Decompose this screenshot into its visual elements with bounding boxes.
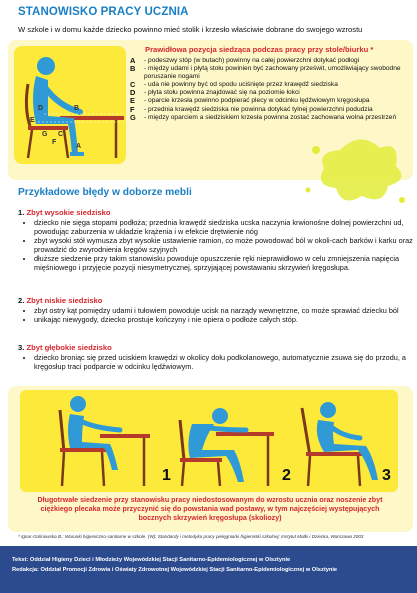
- list-item: • dziecko broniąc się przed uciskiem krawędzi w okolicy dołu podkolanowego, automatycznie zsuwa się do przodu, a kręgosłup traci podparcie w odcinku lędźwiowym.: [34, 353, 413, 371]
- list-item: • zbyt ostry kąt pomiędzy udami i tułowiem powoduje ucisk na narządy wewnętrzne, co może sprawiać dziecku ból: [34, 306, 413, 315]
- figure-number-2: 2: [282, 467, 291, 484]
- paint-splash-decoration: [300, 130, 410, 210]
- figure-label-e: E: [30, 117, 35, 124]
- figure-label-c: C: [58, 131, 64, 138]
- errors-title: Przykładowe błędy w doborze mebli: [18, 187, 192, 198]
- list-item: B - między udami i płytą stołu powinien być zachowany prześwit, umożliwiający swobodne poruszanie nogami: [130, 64, 401, 81]
- list-item: G - między oparciem a siedziskiem krzesła powinna zostać zachowana wolna przestrzeń: [130, 112, 397, 122]
- figure-label-g: G: [42, 131, 48, 138]
- list-item: • dziecko nie sięga stopami podłoża; przednia krawędź siedziska ucska naczynia krwionośne dolnej powierzchni ud, powodując zaburzenia w układzie krążenia i w efekcie drętwienie nóg: [34, 218, 413, 236]
- list-item: D - płyta stołu powinna znajdować się na poziomie łokci: [130, 88, 300, 98]
- error-section-1: 1. Zbyt wysokie siedzisko • dziecko nie sięga stopami podłoża; przednia krawędź siedziska ucska naczynia krwionośne dolnej powierzchni ud, powodując zaburzenia w układzie krążenia i w efekcie drętwienie nóg • zbyt wysoki stół wymusza zbyt wysokie ustawienie ramion, co może powodować ból w okoli-cach barków i karku oraz prowadzić do zwyrodnienia kręgów szyjnych • dłuższe siedzenie przy takim stanowisku powoduje opuszczenie ręki nieprawidłowo w celu zmniejszenia napięcia mięśniowego i przyjęcie pozycji niesymetrycznej, sprzyjającej powstawaniu skrzywień kręgosłupa.: [18, 208, 413, 272]
- page-title: STANOWISKO PRACY UCZNIA: [18, 6, 189, 18]
- figure-number-1: 1: [162, 467, 171, 484]
- error-heading: Zbyt wysokie siedzisko: [26, 208, 111, 217]
- error-heading: Zbyt głębokie siedzisko: [26, 343, 112, 352]
- error-heading: Zbyt niskie siedzisko: [26, 296, 103, 305]
- list-item: • zbyt wysoki stół wymusza zbyt wysokie ustawienie ramion, co może powodować ból w okoli-cach barków i karku oraz prowadzić do zwyrodnienia kręgów szyjnych: [34, 236, 413, 254]
- figure-label-f: F: [52, 139, 57, 146]
- figure-label-d: D: [38, 105, 44, 112]
- correct-posture-heading: Prawidłowa pozycja siedząca podczas pracy przy stole/biurku *: [145, 45, 374, 54]
- footer-text-credit: Tekst: Oddział Higieny Dzieci i Młodzieży Wojewódzkiej Stacji Sanitarno-Epidemiologicznej w Olsztynie: [12, 557, 291, 563]
- correct-posture-list: [130, 57, 410, 122]
- error-section-3: 3. Zbyt głębokie siedzisko • dziecko broniąc się przed uciskiem krawędzi w okolicy dołu podkolanowego, automatycznie zsuwa się do przodu, a kręgosłup traci podparcie w odcinku lędźwiowym.: [18, 343, 413, 371]
- footer: [0, 546, 417, 593]
- intro-text: W szkole i w domu każde dziecko powinno mieć stolik i krzesło właściwie dobrane do swojego wzrostu: [18, 25, 363, 34]
- list-item: C - uda nie powinny być od spodu uciśnięte przez krawędź siedziska: [130, 80, 338, 90]
- list-item: E - oparcie krzesła powinno podpierać plecy w odcinku lędźwiowym kręgosłupa: [130, 96, 370, 106]
- list-item: • unikając niewygody, dziecko prostuje kończyny i nie opiera o podłoże całych stóp.: [34, 315, 413, 324]
- list-item: • dłuższe siedzenie przy takim stanowisku powoduje opuszczenie ręki nieprawidłowo w celu zmniejszenia napięcia mięśniowego i przyjęcie pozycji niesymetrycznej, sprzyjającej powstawaniu skrzywień kręgosłupa.: [34, 254, 413, 272]
- figure-label-a: A: [76, 143, 82, 150]
- error-section-2: 2. Zbyt niskie siedzisko • zbyt ostry kąt pomiędzy udami i tułowiem powoduje ucisk na narządy wewnętrzne, co może sprawiać dziecku ból • unikając niewygody, dziecko prostuje kończyny i nie opiera o podłoże całych stóp.: [18, 296, 413, 324]
- correct-posture-illustration: [14, 46, 126, 164]
- footer-editor-credit: Redakcja: Oddział Promocji Zdrowia i Oświaty Zdrowotnej Wojewódzkiej Stacji Sanitarno-Epidemiologicznej w Olsztynie: [12, 567, 338, 573]
- bad-posture-illustration: [20, 390, 398, 492]
- conclusion-text: Długotrwałe siedzenie przy stanowisku pracy niedostosowanym do wzrostu ucznia oraz noszenie zbyt ciężkiego plecaka może przyczynić się do powstania wad postawy, w tym najczęściej występujących bocznych skrzywień kręgosłupa (skoliozy): [37, 496, 383, 522]
- footnote: * Ignar-Golinowska B.: Warunki higieniczno-sanitarne w szkole. (W): Standardy i metodyka pracy pielęgniarki higienistki szkolnej; Instytut Matki i Dziecka, Warszawa 2003: [18, 534, 364, 539]
- list-item: F - przednia krawędź siedziska nie powinna dotykać tylnej powierzchni podudzia: [130, 104, 373, 114]
- figure-number-3: 3: [382, 467, 391, 484]
- list-item: A - podeszwy stóp (w butach) powinny na całej powierzchni dotykać podłogi: [130, 56, 360, 65]
- figure-label-b: B: [74, 105, 80, 112]
